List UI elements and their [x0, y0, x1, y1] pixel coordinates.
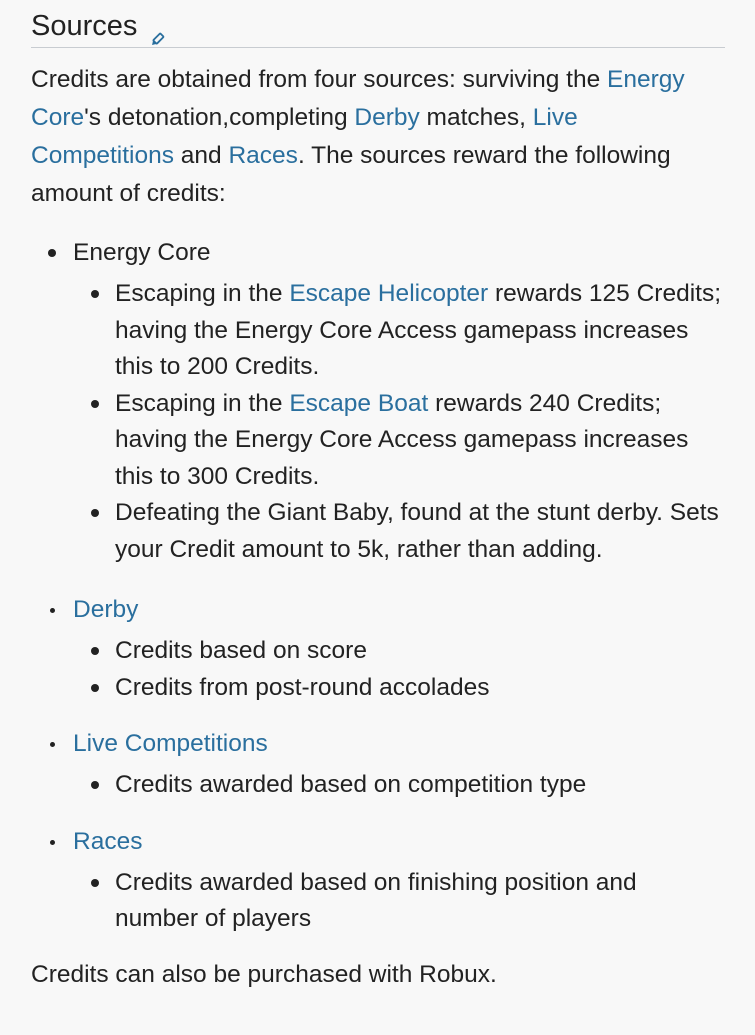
item-text: Escaping in the	[115, 280, 290, 307]
intro-text-3: matches,	[419, 104, 533, 131]
energy-core-label: Energy Core	[73, 239, 211, 266]
bullet-icon	[91, 879, 99, 887]
link-escape-boat[interactable]: Escape Boat	[289, 389, 429, 417]
section-heading	[31, 0, 725, 48]
intro-paragraph	[31, 61, 725, 213]
link-live-competitions-section[interactable]: Live Competitions	[73, 730, 268, 757]
outro-paragraph: Credits can also be purchased with Robux.	[31, 960, 497, 988]
list-item	[73, 495, 725, 568]
sources-list	[31, 235, 725, 938]
list-item	[73, 276, 725, 386]
intro-text-1: Credits are obtained from four sources: surviving the	[31, 66, 608, 93]
bullet-icon	[50, 742, 55, 747]
bullet-icon	[91, 400, 99, 408]
item-text: Escaping in the	[115, 389, 290, 417]
list-item-races	[31, 824, 725, 938]
list-item-energy-core	[31, 235, 725, 568]
bullet-icon	[91, 290, 99, 298]
link-races[interactable]: Races	[228, 142, 298, 169]
item-text: Credits from post-round accolades	[115, 673, 490, 701]
section-title: Sources	[31, 10, 138, 42]
bullet-icon	[91, 684, 99, 692]
bullet-icon	[48, 249, 56, 257]
bullet-icon	[91, 781, 99, 789]
intro-text-5: . The sources reward the following amount of credits:	[31, 142, 671, 207]
intro-text-4: and	[173, 142, 229, 169]
link-derby[interactable]: Derby	[354, 104, 420, 131]
link-escape-helicopter[interactable]: Escape Helicopter	[289, 280, 489, 307]
derby-sublist	[73, 633, 725, 706]
pencil-icon[interactable]	[149, 23, 165, 39]
link-derby-section[interactable]: Derby	[73, 596, 139, 623]
intro-text-2: 's detonation,completing	[84, 104, 355, 131]
item-text: Credits awarded based on competition type	[115, 771, 587, 798]
races-sublist	[73, 865, 725, 938]
list-item	[73, 767, 725, 804]
link-races-section[interactable]: Races	[73, 827, 143, 855]
link-live-competitions[interactable]: Live Competitions	[31, 104, 578, 169]
link-energy-core[interactable]: Energy Core	[31, 66, 685, 131]
list-item	[73, 633, 725, 670]
list-item	[73, 670, 725, 707]
item-text: Credits awarded based on finishing position and number of players	[115, 868, 637, 932]
list-item	[73, 865, 725, 938]
list-item	[73, 386, 725, 496]
item-text: rewards 125 Credits; having the Energy Core Access gamepass increases this to 200 Credits.	[115, 280, 722, 380]
list-item-derby	[31, 592, 725, 706]
item-text: rewards 240 Credits; having the Energy Core Access gamepass increases this to 300 Credits.	[115, 389, 689, 490]
energy-core-sublist	[73, 276, 725, 568]
bullet-icon	[91, 647, 99, 655]
live-sublist	[73, 767, 725, 804]
bullet-icon	[50, 608, 55, 613]
item-text: Credits based on score	[115, 637, 367, 664]
list-item-live-competitions	[31, 726, 725, 804]
bullet-icon	[91, 509, 99, 517]
item-text: Defeating the Giant Baby, found at the stunt derby. Sets your Credit amount to 5k, rather than adding.	[115, 499, 719, 563]
bullet-icon	[50, 840, 55, 845]
